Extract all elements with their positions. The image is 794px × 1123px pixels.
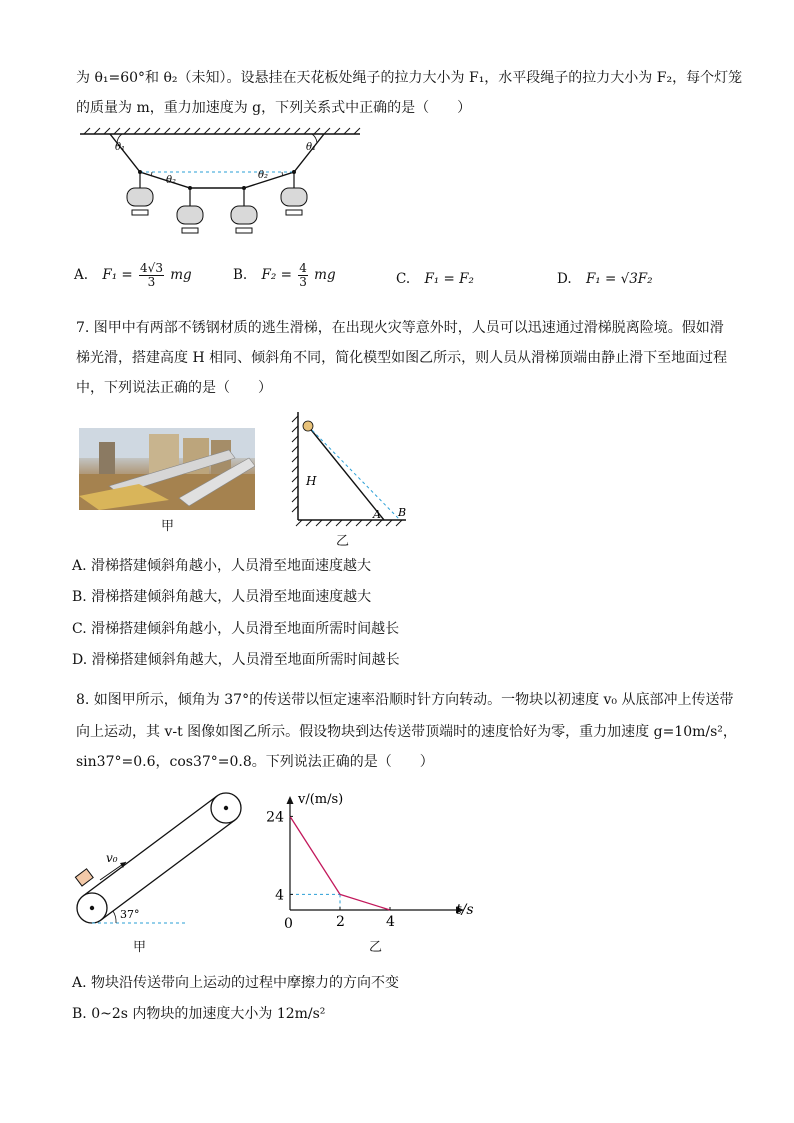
q6-text-line-2: 的质量为 m，重力加速度为 g，下列关系式中正确的是（ ）	[76, 100, 472, 116]
v0-label: v₀	[106, 851, 118, 865]
q8-caption-yi: 乙	[369, 940, 383, 955]
q8-caption-jia: 甲	[133, 940, 147, 955]
y-axis-label: v/(m/s)	[298, 792, 344, 807]
q7-text-line-2: 梯光滑，搭建高度 H 相同、倾斜角不同，简化模型如图乙所示，则人员从滑梯顶端由静止滑下至地面过程	[76, 350, 728, 366]
q8-option-a[interactable]: A. 物块沿传送带向上运动的过程中摩擦力的方向不变	[72, 975, 400, 991]
q7-option-d[interactable]: D. 滑梯搭建倾斜角越大，人员滑至地面所需时间越长	[72, 652, 400, 668]
q7-option-c[interactable]: C. 滑梯搭建倾斜角越小，人员滑至地面所需时间越长	[72, 621, 400, 637]
q7-caption-yi: 乙	[336, 534, 350, 549]
conveyor-diagram	[70, 790, 260, 930]
lantern-diagram	[78, 126, 368, 238]
angle-label: 37°	[120, 908, 140, 921]
q6-option-d[interactable]: D. F₁ = √3F₂	[557, 271, 653, 287]
point-a-label: A	[373, 508, 381, 521]
q8-option-b[interactable]: B. 0~2s 内物块的加速度大小为 12m/s²	[72, 1006, 326, 1022]
q7-text-line-1: 7. 图甲中有两部不锈钢材质的逃生滑梯，在出现火灾等意外时，人员可以迅速通过滑梯脱离险境。假如滑	[76, 320, 724, 336]
lantern-1	[127, 188, 153, 215]
q6-option-a[interactable]: A. F₁ = $\frac{4√3}{3}$ mg	[74, 261, 192, 289]
origin-label: 0	[284, 916, 293, 932]
q8-text-line-3: sin37°=0.6，cos37°=0.8。下列说法正确的是（ ）	[76, 754, 434, 770]
theta1-left-label: θ₁	[115, 142, 126, 153]
q8-text-line-1: 8. 如图甲所示，倾角为 37°的传送带以恒定速率沿顺时针方向转动。一物块以初速度 v₀ 从底部冲上传送带	[76, 692, 734, 708]
theta1-right-label: θ₁	[306, 142, 317, 153]
q7-option-a[interactable]: A. 滑梯搭建倾斜角越小，人员滑至地面速度越大	[72, 558, 372, 574]
q7-option-b[interactable]: B. 滑梯搭建倾斜角越大，人员滑至地面速度越大	[72, 589, 372, 605]
q6-option-c[interactable]: C. F₁ = F₂	[396, 271, 474, 287]
x-tick-label: 2	[336, 914, 345, 930]
vt-chart	[264, 786, 480, 934]
q6-text-line-1: 为 θ₁=60°和 θ₂（未知）。设悬挂在天花板处绳子的拉力大小为 F₁，水平段绳子的拉力大小为 F₂，每个灯笼	[76, 70, 743, 86]
lantern-3	[231, 206, 257, 233]
theta2-left-label: θ₂	[166, 175, 177, 186]
q7-text-line-3: 中，下列说法正确的是（ ）	[76, 380, 272, 396]
y-tick-label: 24	[266, 809, 284, 826]
vt-segment-1	[290, 816, 340, 894]
lantern-4	[281, 188, 307, 215]
y-tick-label: 4	[275, 887, 284, 904]
x-axis-label: t/s	[456, 902, 474, 918]
slide-photo	[79, 428, 255, 510]
q6-option-b[interactable]: B. F₂ = $\frac{4}{3}$ mg	[233, 261, 336, 289]
point-b-label: B	[398, 506, 407, 519]
lantern-2	[177, 206, 203, 233]
height-label: H	[306, 474, 317, 488]
vt-segment-2	[340, 894, 390, 910]
slide-model-diagram	[288, 410, 418, 528]
theta2-right-label: θ₂	[258, 170, 269, 181]
x-tick-label: 4	[386, 914, 395, 930]
q8-text-line-2: 向上运动，其 v-t 图像如图乙所示。假设物块到达传送带顶端时的速度恰好为零，重力加速度 g=10m/s²，	[76, 724, 737, 740]
q7-caption-jia: 甲	[161, 519, 175, 534]
